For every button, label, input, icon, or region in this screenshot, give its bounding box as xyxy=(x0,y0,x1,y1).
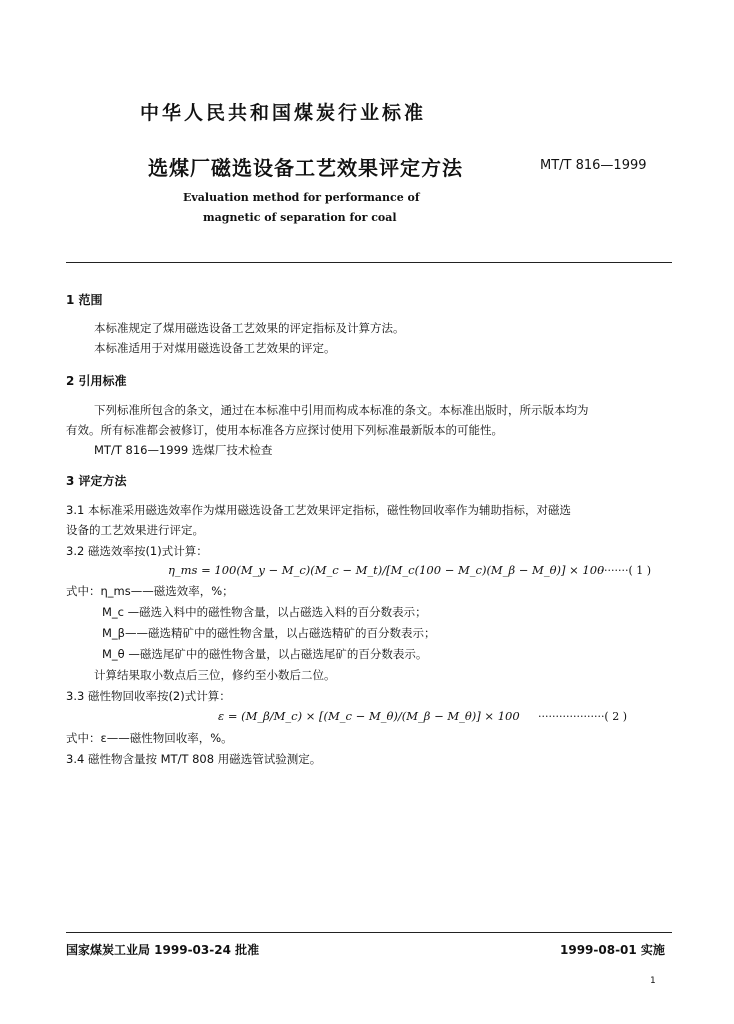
section-1-heading: 1 范围 xyxy=(66,293,103,307)
clause-3-4: 3.4 磁性物含量按 MT/T 808 用磁选管试验测定。 xyxy=(66,752,322,766)
header-divider xyxy=(66,262,672,263)
formula-1: η_ms = 100(M_y − M_c)(M_c − M_t)/[M_c(100 − M_c)(M_β − M_θ)] × 100 xyxy=(168,563,605,577)
clause-3-1-line1: 3.1 本标准采用磁选效率作为煤用磁选设备工艺效果评定指标，磁性物回收率作为辅助指标，对磁选 xyxy=(66,503,571,517)
section-1-para-2: 本标准适用于对煤用磁选设备工艺效果的评定。 xyxy=(94,341,336,355)
rounding-note: 计算结果取小数点后三位，修约至小数后二位。 xyxy=(94,668,336,682)
clause-3-1-line2: 设备的工艺效果进行评定。 xyxy=(66,523,204,537)
clause-3-3: 3.3 磁性物回收率按(2)式计算： xyxy=(66,689,231,703)
standard-code: MT/T 816—1999 xyxy=(540,158,647,173)
standard-category-title: 中华人民共和国煤炭行业标准 xyxy=(140,102,427,124)
section-2-reference: MT/T 816—1999 选煤厂技术检查 xyxy=(94,443,273,457)
definition-mt: M_θ —磁选尾矿中的磁性物含量，以占磁选尾矿的百分数表示。 xyxy=(102,647,428,661)
effective-date: 1999-08-01 实施 xyxy=(560,943,665,957)
equation-number-2: ···················( 2 ) xyxy=(538,710,628,723)
formula-2: ε = (M_β/M_c) × [(M_c − M_θ)/(M_β − M_θ)] × 100 xyxy=(218,709,520,723)
title-en-line1: Evaluation method for performance of xyxy=(183,191,420,204)
where-clause-1: 式中：η_ms——磁选效率，%； xyxy=(66,584,234,598)
page-number: 1 xyxy=(650,976,656,986)
section-3-heading: 3 评定方法 xyxy=(66,474,127,488)
where-clause-2: 式中：ε——磁性物回收率，%。 xyxy=(66,731,233,745)
approval-line: 国家煤炭工业局 1999-03-24 批准 xyxy=(66,943,260,957)
definition-mc: M_c —磁选入料中的磁性物含量，以占磁选入料的百分数表示； xyxy=(102,605,427,619)
clause-3-2: 3.2 磁选效率按(1)式计算： xyxy=(66,544,208,558)
title-en-line2: magnetic of separation for coal xyxy=(203,211,397,224)
standard-title-zh: 选煤厂磁选设备工艺效果评定方法 xyxy=(148,156,463,180)
section-2-heading: 2 引用标准 xyxy=(66,374,127,388)
section-2-para-line1: 下列标准所包含的条文，通过在本标准中引用而构成本标准的条文。本标准出版时，所示版本均为 xyxy=(94,403,589,417)
footer-divider xyxy=(66,932,672,933)
equation-number-1: ·········( 1 ) xyxy=(597,564,652,577)
definition-mb: M_β——磁选精矿中的磁性物含量，以占磁选精矿的百分数表示； xyxy=(102,626,436,640)
section-2-para-line2: 有效。所有标准都会被修订，使用本标准各方应探讨使用下列标准最新版本的可能性。 xyxy=(66,423,503,437)
section-1-para-1: 本标准规定了煤用磁选设备工艺效果的评定指标及计算方法。 xyxy=(94,321,405,335)
